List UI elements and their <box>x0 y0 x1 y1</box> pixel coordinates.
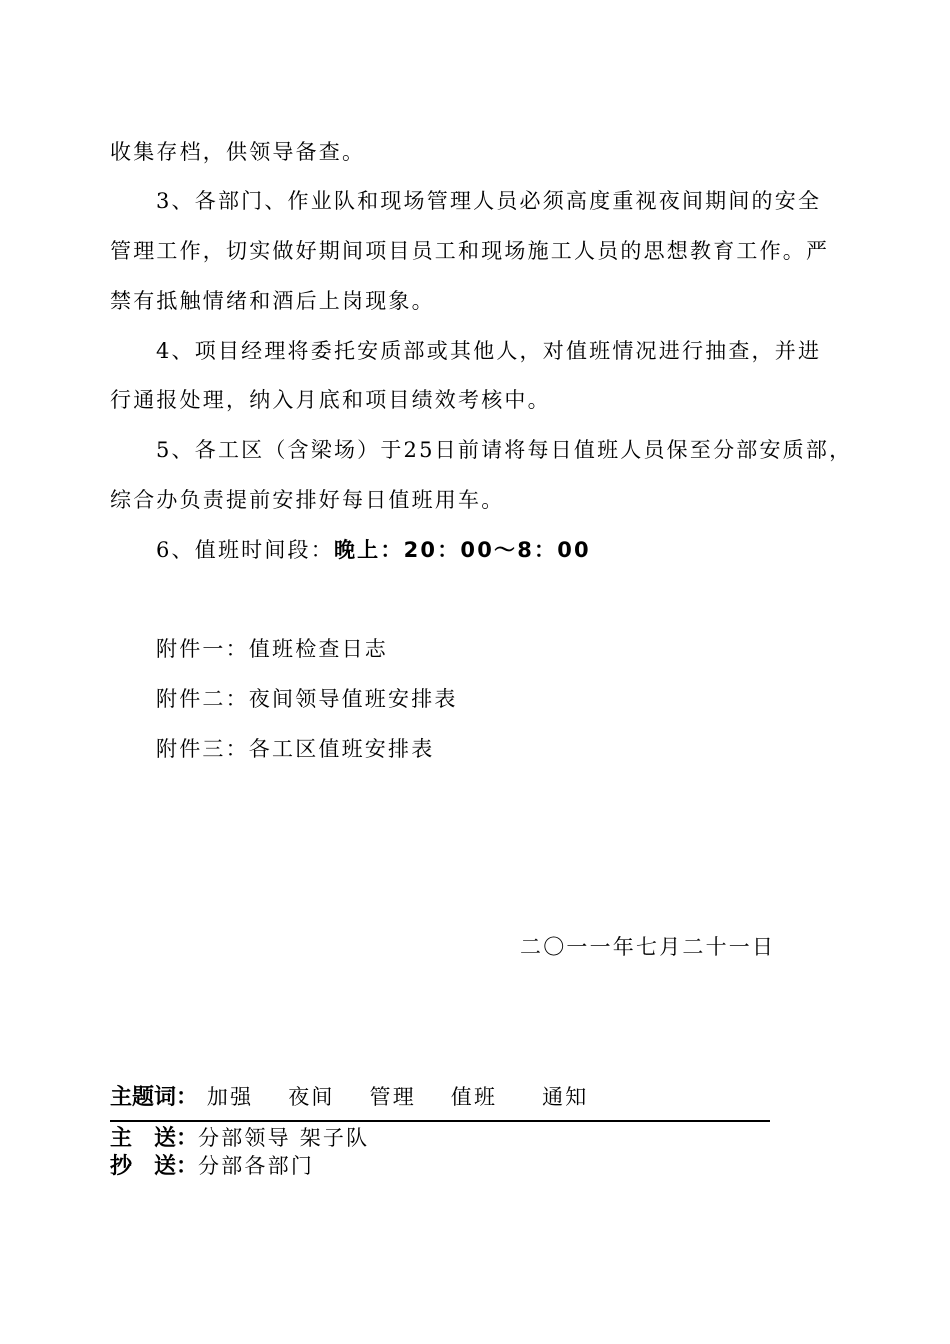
cc-recipient-label: 抄 送： <box>110 1154 199 1179</box>
main-recipient-row <box>110 1124 369 1153</box>
footer-divider <box>110 1120 770 1122</box>
body-line-7: 5、各工区（含梁场）于25日前请将每日值班人员保至分部安质部， <box>156 438 853 462</box>
body-line-6: 行通报处理，纳入月底和项目绩效考核中。 <box>110 388 551 412</box>
duty-time-line <box>156 536 591 564</box>
body-line-2: 3、各部门、作业队和现场管理人员必须高度重视夜间期间的安全 <box>156 189 822 213</box>
keyword: 通知 <box>542 1085 589 1109</box>
attachment-3: 附件三：各工区值班安排表 <box>156 737 435 761</box>
body-line-8: 综合办负责提前安排好每日值班用车。 <box>110 488 505 512</box>
body-line-4: 禁有抵触情绪和酒后上岗现象。 <box>110 289 435 313</box>
keywords-label: 主题词： <box>110 1085 199 1110</box>
keyword: 夜间 <box>288 1085 335 1109</box>
keywords-row <box>110 1083 615 1112</box>
keyword: 管理 <box>369 1085 416 1109</box>
duty-time-value: 晚上：20：00～8：00 <box>333 538 591 562</box>
attachment-2: 附件二：夜间领导值班安排表 <box>156 687 458 711</box>
cc-recipient-row <box>110 1152 314 1181</box>
keyword: 加强 <box>206 1085 254 1109</box>
body-line-1: 收集存档，供领导备查。 <box>110 140 366 164</box>
main-recipient-value: 分部领导 架子队 <box>198 1126 370 1150</box>
body-line-5: 4、项目经理将委托安质部或其他人，对值班情况进行抽查，并进 <box>156 339 822 363</box>
keyword: 值班 <box>450 1085 498 1109</box>
issue-date: 二〇一一年七月二十一日 <box>520 935 776 959</box>
cc-recipient-value: 分部各部门 <box>198 1154 315 1178</box>
body-line-3: 管理工作，切实做好期间项目员工和现场施工人员的思想教育工作。严 <box>110 239 830 263</box>
duty-time-prefix: 6、值班时间段： <box>156 538 334 562</box>
main-recipient-label: 主 送： <box>110 1126 199 1151</box>
attachment-1: 附件一：值班检查日志 <box>156 637 388 661</box>
